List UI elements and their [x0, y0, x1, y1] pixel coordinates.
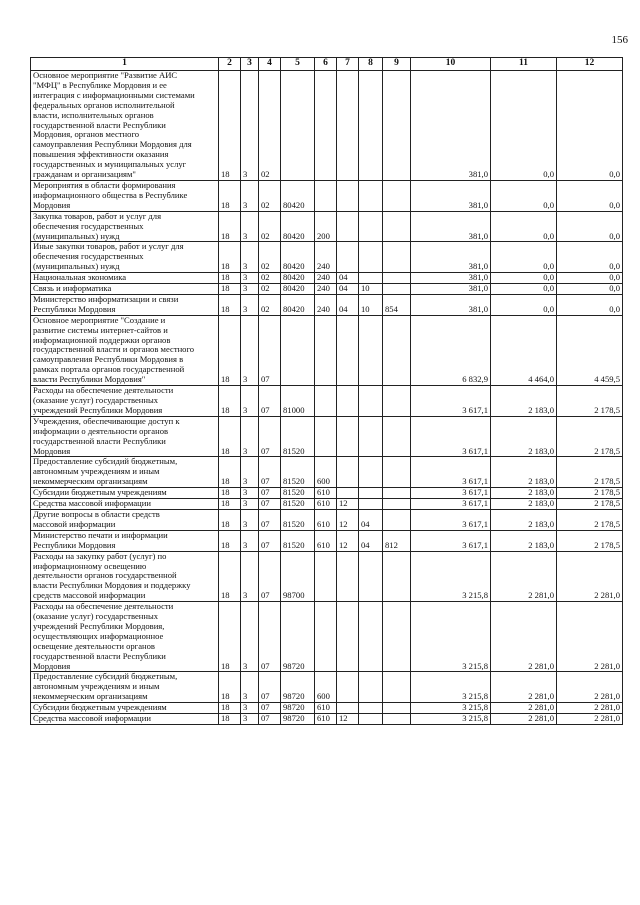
row-name: Другие вопросы в области средств массовой информации [31, 509, 219, 530]
cell-col-3: 3 [241, 315, 259, 385]
cell-col-5: 80420 [281, 294, 315, 315]
cell-col-12: 0,0 [557, 242, 623, 273]
cell-col-6 [315, 71, 337, 181]
cell-col-11: 2 183,0 [491, 509, 557, 530]
column-header: 1 [31, 58, 219, 71]
cell-col-2: 18 [219, 416, 241, 457]
cell-col-6: 610 [315, 530, 337, 551]
cell-col-7: 12 [337, 714, 359, 725]
cell-col-11: 2 183,0 [491, 488, 557, 499]
cell-col-2: 18 [219, 509, 241, 530]
cell-col-7 [337, 488, 359, 499]
cell-col-12: 2 178,5 [557, 488, 623, 499]
cell-col-11: 0,0 [491, 294, 557, 315]
cell-col-9 [383, 416, 411, 457]
cell-col-5: 80420 [281, 284, 315, 295]
row-name: Средства массовой информации [31, 499, 219, 510]
cell-col-11: 0,0 [491, 180, 557, 211]
cell-col-5: 81520 [281, 530, 315, 551]
cell-col-9 [383, 180, 411, 211]
cell-col-12: 2 281,0 [557, 672, 623, 703]
column-header: 5 [281, 58, 315, 71]
table-row [31, 416, 623, 457]
cell-col-8: 10 [359, 294, 383, 315]
cell-col-6 [315, 551, 337, 602]
cell-col-7 [337, 211, 359, 242]
budget-table [30, 57, 623, 725]
cell-col-3: 3 [241, 488, 259, 499]
cell-col-9 [383, 499, 411, 510]
cell-col-3: 3 [241, 71, 259, 181]
cell-col-10: 3 617,1 [411, 386, 491, 417]
cell-col-12: 2 178,5 [557, 457, 623, 488]
cell-col-9 [383, 71, 411, 181]
cell-col-4: 07 [259, 457, 281, 488]
cell-col-6 [315, 602, 337, 672]
cell-col-8 [359, 71, 383, 181]
cell-col-10: 3 215,8 [411, 602, 491, 672]
cell-col-6: 610 [315, 714, 337, 725]
cell-col-8 [359, 602, 383, 672]
cell-col-3: 3 [241, 703, 259, 714]
cell-col-8 [359, 386, 383, 417]
cell-col-11: 2 183,0 [491, 386, 557, 417]
row-name: Мероприятия в области формирования информационного общества в Республике Мордовия [31, 180, 219, 211]
cell-col-7 [337, 315, 359, 385]
cell-col-3: 3 [241, 386, 259, 417]
cell-col-5: 98720 [281, 602, 315, 672]
cell-col-4: 07 [259, 416, 281, 457]
cell-col-10: 6 832,9 [411, 315, 491, 385]
cell-col-10: 3 617,1 [411, 530, 491, 551]
column-header: 7 [337, 58, 359, 71]
row-name: Предоставление субсидий бюджетным, автономным учреждениям и иным некоммерческим организациям [31, 457, 219, 488]
cell-col-12: 0,0 [557, 273, 623, 284]
header-row [31, 58, 623, 71]
cell-col-6: 610 [315, 509, 337, 530]
cell-col-2: 18 [219, 551, 241, 602]
cell-col-4: 02 [259, 71, 281, 181]
cell-col-6: 240 [315, 242, 337, 273]
cell-col-5: 80420 [281, 242, 315, 273]
row-name: Расходы на закупку работ (услуг) по информационному освещению деятельности органов государственной власти Республики Мордовия и поддержку средств массовой информации [31, 551, 219, 602]
cell-col-5: 81520 [281, 509, 315, 530]
table-row [31, 488, 623, 499]
table-row [31, 457, 623, 488]
cell-col-7: 12 [337, 509, 359, 530]
cell-col-2: 18 [219, 273, 241, 284]
cell-col-7 [337, 672, 359, 703]
cell-col-10: 3 617,1 [411, 499, 491, 510]
cell-col-9 [383, 457, 411, 488]
cell-col-7: 04 [337, 273, 359, 284]
cell-col-2: 18 [219, 672, 241, 703]
column-header: 11 [491, 58, 557, 71]
cell-col-7 [337, 551, 359, 602]
cell-col-4: 02 [259, 242, 281, 273]
cell-col-10: 3 215,8 [411, 714, 491, 725]
cell-col-12: 2 281,0 [557, 551, 623, 602]
cell-col-3: 3 [241, 551, 259, 602]
cell-col-7 [337, 457, 359, 488]
cell-col-5: 81000 [281, 386, 315, 417]
cell-col-2: 18 [219, 284, 241, 295]
table-row [31, 211, 623, 242]
cell-col-7: 04 [337, 284, 359, 295]
cell-col-4: 07 [259, 499, 281, 510]
table-row [31, 602, 623, 672]
cell-col-3: 3 [241, 294, 259, 315]
cell-col-3: 3 [241, 180, 259, 211]
cell-col-10: 381,0 [411, 273, 491, 284]
table-row [31, 530, 623, 551]
cell-col-12: 2 281,0 [557, 703, 623, 714]
cell-col-8 [359, 242, 383, 273]
row-name: Предоставление субсидий бюджетным, автономным учреждениям и иным некоммерческим организациям [31, 672, 219, 703]
cell-col-12: 0,0 [557, 71, 623, 181]
cell-col-12: 0,0 [557, 294, 623, 315]
cell-col-2: 18 [219, 211, 241, 242]
cell-col-9: 812 [383, 530, 411, 551]
cell-col-8: 04 [359, 530, 383, 551]
cell-col-12: 0,0 [557, 284, 623, 295]
cell-col-12: 2 178,5 [557, 530, 623, 551]
cell-col-10: 381,0 [411, 211, 491, 242]
cell-col-11: 0,0 [491, 71, 557, 181]
column-header: 6 [315, 58, 337, 71]
cell-col-7 [337, 602, 359, 672]
cell-col-12: 2 178,5 [557, 416, 623, 457]
cell-col-6 [315, 386, 337, 417]
cell-col-3: 3 [241, 211, 259, 242]
cell-col-6: 240 [315, 294, 337, 315]
table-row [31, 509, 623, 530]
cell-col-9 [383, 242, 411, 273]
row-name: Национальная экономика [31, 273, 219, 284]
cell-col-4: 02 [259, 211, 281, 242]
column-header: 2 [219, 58, 241, 71]
cell-col-4: 07 [259, 315, 281, 385]
cell-col-7: 12 [337, 499, 359, 510]
row-name: Субсидии бюджетным учреждениям [31, 488, 219, 499]
column-header: 8 [359, 58, 383, 71]
cell-col-2: 18 [219, 499, 241, 510]
row-name: Основное мероприятие "Развитие АИС "МФЦ" в Республике Мордовия и ее интеграция с информационными системами федеральных органов исполнительной власти, исполнительных органов государственной власти Республики Мордовия, органов местного самоуправления Республики Мордовия для повышения эффективности оказания государственных и муниципальных услуг гражданам и организациям" [31, 71, 219, 181]
cell-col-8 [359, 180, 383, 211]
cell-col-4: 07 [259, 551, 281, 602]
cell-col-5: 81520 [281, 499, 315, 510]
cell-col-11: 0,0 [491, 273, 557, 284]
cell-col-11: 2 183,0 [491, 530, 557, 551]
cell-col-8 [359, 488, 383, 499]
cell-col-12: 2 281,0 [557, 602, 623, 672]
row-name: Министерство информатизации и связи Республики Мордовия [31, 294, 219, 315]
cell-col-8: 04 [359, 509, 383, 530]
cell-col-11: 2 183,0 [491, 416, 557, 457]
cell-col-2: 18 [219, 488, 241, 499]
cell-col-5: 98720 [281, 703, 315, 714]
cell-col-3: 3 [241, 509, 259, 530]
cell-col-10: 3 617,1 [411, 416, 491, 457]
cell-col-9 [383, 315, 411, 385]
cell-col-7 [337, 71, 359, 181]
cell-col-8 [359, 714, 383, 725]
cell-col-5: 80420 [281, 211, 315, 242]
table-row [31, 672, 623, 703]
cell-col-2: 18 [219, 294, 241, 315]
cell-col-4: 07 [259, 509, 281, 530]
table-body [31, 71, 623, 725]
row-name: Учреждения, обеспечивающие доступ к информации о деятельности органов государственной власти Республики Мордовия [31, 416, 219, 457]
table-row [31, 499, 623, 510]
cell-col-11: 0,0 [491, 284, 557, 295]
cell-col-8 [359, 211, 383, 242]
cell-col-2: 18 [219, 242, 241, 273]
cell-col-3: 3 [241, 273, 259, 284]
cell-col-3: 3 [241, 714, 259, 725]
cell-col-12: 2 178,5 [557, 499, 623, 510]
cell-col-8 [359, 551, 383, 602]
row-name: Основное мероприятие "Создание и развитие системы интернет-сайтов и информационной поддержки органов государственной власти и органов местного самоуправления Республики Мордовия в рамках портала органов государственной власти Республики Мордовия" [31, 315, 219, 385]
cell-col-4: 02 [259, 294, 281, 315]
cell-col-11: 2 281,0 [491, 714, 557, 725]
cell-col-4: 07 [259, 530, 281, 551]
cell-col-3: 3 [241, 602, 259, 672]
cell-col-4: 07 [259, 488, 281, 499]
table-row [31, 71, 623, 181]
cell-col-9: 854 [383, 294, 411, 315]
cell-col-3: 3 [241, 416, 259, 457]
cell-col-11: 2 183,0 [491, 499, 557, 510]
cell-col-7: 04 [337, 294, 359, 315]
cell-col-6: 610 [315, 499, 337, 510]
cell-col-6: 600 [315, 457, 337, 488]
cell-col-4: 07 [259, 602, 281, 672]
cell-col-10: 3 215,8 [411, 703, 491, 714]
cell-col-2: 18 [219, 530, 241, 551]
table-row [31, 315, 623, 385]
row-name: Субсидии бюджетным учреждениям [31, 703, 219, 714]
table-row [31, 242, 623, 273]
cell-col-4: 07 [259, 703, 281, 714]
cell-col-3: 3 [241, 242, 259, 273]
table-row [31, 703, 623, 714]
cell-col-10: 3 215,8 [411, 551, 491, 602]
cell-col-7 [337, 386, 359, 417]
cell-col-6: 200 [315, 211, 337, 242]
cell-col-5: 80420 [281, 180, 315, 211]
cell-col-6: 610 [315, 703, 337, 714]
cell-col-10: 3 617,1 [411, 509, 491, 530]
cell-col-8 [359, 315, 383, 385]
cell-col-11: 0,0 [491, 211, 557, 242]
cell-col-12: 0,0 [557, 211, 623, 242]
table-row [31, 180, 623, 211]
cell-col-8 [359, 457, 383, 488]
table-row [31, 386, 623, 417]
cell-col-11: 0,0 [491, 242, 557, 273]
table-row [31, 294, 623, 315]
cell-col-12: 2 178,5 [557, 386, 623, 417]
cell-col-10: 381,0 [411, 242, 491, 273]
cell-col-2: 18 [219, 386, 241, 417]
cell-col-9 [383, 551, 411, 602]
row-name: Закупка товаров, работ и услуг для обеспечения государственных (муниципальных) нужд [31, 211, 219, 242]
cell-col-2: 18 [219, 315, 241, 385]
cell-col-9 [383, 488, 411, 499]
cell-col-2: 18 [219, 703, 241, 714]
cell-col-6: 240 [315, 273, 337, 284]
row-name: Связь и информатика [31, 284, 219, 295]
cell-col-5: 80420 [281, 273, 315, 284]
cell-col-3: 3 [241, 530, 259, 551]
cell-col-4: 02 [259, 284, 281, 295]
cell-col-10: 381,0 [411, 284, 491, 295]
cell-col-3: 3 [241, 672, 259, 703]
cell-col-8: 10 [359, 284, 383, 295]
cell-col-5: 98700 [281, 551, 315, 602]
cell-col-11: 2 281,0 [491, 602, 557, 672]
cell-col-5: 81520 [281, 488, 315, 499]
cell-col-6 [315, 315, 337, 385]
cell-col-9 [383, 602, 411, 672]
cell-col-10: 381,0 [411, 294, 491, 315]
cell-col-11: 2 281,0 [491, 703, 557, 714]
table-row [31, 551, 623, 602]
cell-col-9 [383, 714, 411, 725]
cell-col-5: 98720 [281, 714, 315, 725]
cell-col-7 [337, 703, 359, 714]
page-number: 156 [611, 34, 628, 46]
cell-col-12: 0,0 [557, 180, 623, 211]
cell-col-2: 18 [219, 714, 241, 725]
cell-col-2: 18 [219, 602, 241, 672]
table-row [31, 714, 623, 725]
cell-col-2: 18 [219, 71, 241, 181]
table-row [31, 273, 623, 284]
cell-col-2: 18 [219, 180, 241, 211]
column-header: 3 [241, 58, 259, 71]
cell-col-6: 240 [315, 284, 337, 295]
row-name: Средства массовой информации [31, 714, 219, 725]
cell-col-2: 18 [219, 457, 241, 488]
cell-col-11: 2 281,0 [491, 551, 557, 602]
cell-col-11: 2 281,0 [491, 672, 557, 703]
cell-col-3: 3 [241, 499, 259, 510]
cell-col-10: 381,0 [411, 180, 491, 211]
cell-col-7 [337, 242, 359, 273]
cell-col-6: 610 [315, 488, 337, 499]
cell-col-9 [383, 284, 411, 295]
table-row [31, 284, 623, 295]
cell-col-12: 4 459,5 [557, 315, 623, 385]
cell-col-5 [281, 315, 315, 385]
cell-col-9 [383, 386, 411, 417]
cell-col-10: 3 617,1 [411, 488, 491, 499]
column-header: 12 [557, 58, 623, 71]
cell-col-9 [383, 273, 411, 284]
cell-col-4: 07 [259, 386, 281, 417]
column-header: 4 [259, 58, 281, 71]
cell-col-9 [383, 211, 411, 242]
cell-col-5: 81520 [281, 457, 315, 488]
cell-col-6 [315, 416, 337, 457]
cell-col-5: 81520 [281, 416, 315, 457]
cell-col-7: 12 [337, 530, 359, 551]
cell-col-10: 3 215,8 [411, 672, 491, 703]
cell-col-9 [383, 509, 411, 530]
cell-col-9 [383, 672, 411, 703]
cell-col-10: 381,0 [411, 71, 491, 181]
cell-col-8 [359, 703, 383, 714]
row-name: Иные закупки товаров, работ и услуг для обеспечения государственных (муниципальных) нужд [31, 242, 219, 273]
cell-col-7 [337, 180, 359, 211]
cell-col-7 [337, 416, 359, 457]
cell-col-11: 2 183,0 [491, 457, 557, 488]
cell-col-5: 98720 [281, 672, 315, 703]
cell-col-4: 07 [259, 672, 281, 703]
cell-col-3: 3 [241, 284, 259, 295]
cell-col-11: 4 464,0 [491, 315, 557, 385]
column-header: 10 [411, 58, 491, 71]
column-header: 9 [383, 58, 411, 71]
row-name: Расходы на обеспечение деятельности (оказание услуг) государственных учреждений Республики Мордовия [31, 386, 219, 417]
cell-col-6: 600 [315, 672, 337, 703]
cell-col-4: 07 [259, 714, 281, 725]
cell-col-8 [359, 416, 383, 457]
cell-col-10: 3 617,1 [411, 457, 491, 488]
row-name: Расходы на обеспечение деятельности (оказание услуг) государственных учреждений Республики Мордовия, осуществляющих информационное освещение деятельности органов государственной власти Республики Мордовия [31, 602, 219, 672]
cell-col-12: 2 281,0 [557, 714, 623, 725]
cell-col-8 [359, 273, 383, 284]
row-name: Министерство печати и информации Республики Мордовия [31, 530, 219, 551]
cell-col-6 [315, 180, 337, 211]
cell-col-12: 2 178,5 [557, 509, 623, 530]
cell-col-9 [383, 703, 411, 714]
cell-col-3: 3 [241, 457, 259, 488]
cell-col-8 [359, 499, 383, 510]
cell-col-5 [281, 71, 315, 181]
cell-col-4: 02 [259, 273, 281, 284]
cell-col-8 [359, 672, 383, 703]
cell-col-4: 02 [259, 180, 281, 211]
